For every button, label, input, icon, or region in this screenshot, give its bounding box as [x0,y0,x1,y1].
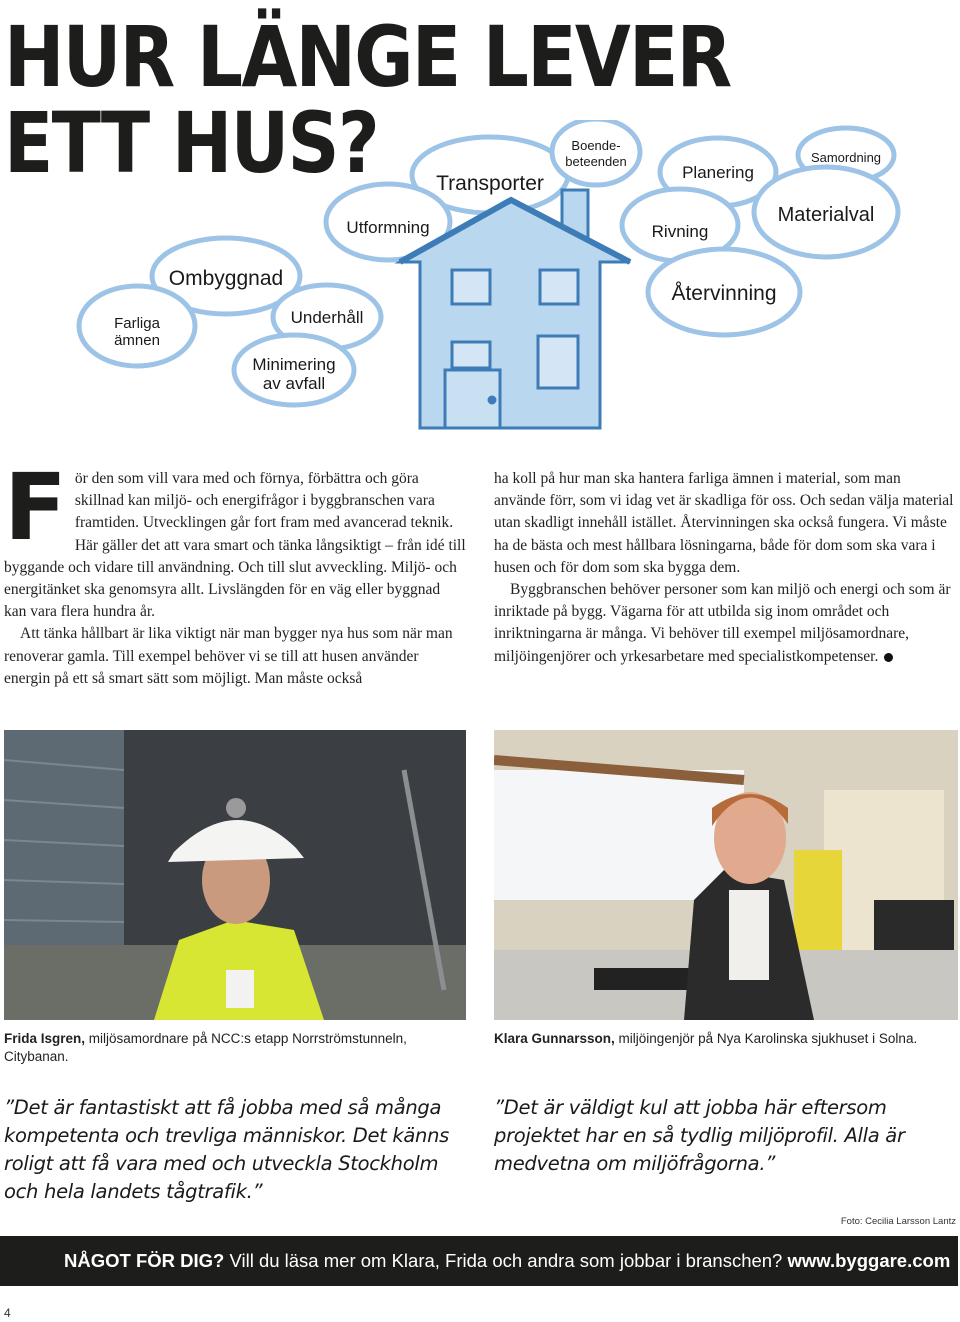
label-rivning: Rivning [651,222,709,241]
article-paragraph [4,454,466,623]
label-farliga-1: Farliga [114,315,160,332]
photo-klara [494,730,958,1020]
article-paragraph [494,579,956,668]
banner-text: Vill du läsa mer om Klara, Frida och andra som jobbar i branschen? [224,1250,788,1271]
house-lifecycle-diagram [0,120,960,440]
label-boende-2: beteenden [565,154,627,169]
label-ombyggnad: Ombyggnad [168,267,284,290]
article-column-left [4,454,466,690]
label-materialval: Materialval [777,204,875,226]
caption-name: Klara Gunnarsson, [494,1031,615,1046]
caption-klara [494,1030,958,1048]
label-utformning: Utformning [346,218,430,237]
photo-credit: Foto: Cecilia Larsson Lantz [840,1216,956,1227]
label-samordning: Samordning [810,150,882,165]
label-transporter: Transporter [436,172,544,195]
article-paragraph: Att tänka hållbart är lika viktigt när man bygger nya hus som när man renoverar gamla. Till exempel behöver vi se till att husen använder energin på ett så smart sätt som möjligt. Man måste också [4,625,453,687]
label-atervinning: Återvinning [671,282,777,305]
drop-cap: F [4,454,67,561]
article-text: ör den som vill vara med och förnya, förbättra och göra skillnad kan miljö- och energifrågor i byggbranschen vara framtiden. Utvecklingen går fort fram med avancerad teknik. Här gäller det att vara smart och tänka långsiktigt – från idé till byggande och vidare till användning. Och till slut avveckling. Miljö- och energitänket ska genomsyra allt. Livslängden för en väg eller byggnad kan vara flera hundra år. [4,470,466,621]
quote-frida: ”Det är fantastiskt att få jobba med så många kompetenta och trevliga människor. Det känns roligt att få vara med och utveckla Stockholm och hela landets tågtrafik.” [4,1096,450,1203]
banner-lead: NÅGOT FÖR DIG? [64,1250,225,1271]
label-minimering-1: Minimering [252,355,336,374]
caption-role: miljöingenjör på Nya Karolinska sjukhuset i Solna. [614,1031,918,1046]
end-mark-icon [884,653,893,662]
article-paragraph: ha koll på hur man ska hantera farliga ämnen i material, som man använde förr, som vi idag vet är skadliga för oss. Och sedan välja material utan skadligt innehåll istället. Återvinningen ska också fungera. Vi måste ha de bästa och mest hållbara lösningarna, både för dom som ska vara i husen och för dom som ska bygga dem. [494,470,954,576]
article-text: Byggbranschen behöver personer som kan miljö och energi och som är inriktade på bygg. Vägarna för att utbilda sig inom området och inriktningarna är många. Vi behöver till exempel miljösamordnare, miljöingenjörer och yrkesarbetare med specialistkompetenser. [494,581,951,665]
page-number: 4 [4,1306,11,1320]
photo-frida [4,730,466,1020]
caption-role: miljösamordnare på NCC:s etapp Norrströmstunneln, Citybanan. [4,1031,407,1064]
label-underhall: Underhåll [290,308,364,327]
label-minimering-2: av avfall [262,374,326,393]
title-line-2: ETT HUS? [4,94,379,192]
label-farliga-2: ämnen [114,332,160,349]
title-line-1: HUR LÄNGE LEVER [4,8,731,106]
label-planering: Planering [682,163,754,182]
quote-klara: ”Det är väldigt kul att jobba här eftersom projektet har en så tydlig miljöprofil. Alla är medvetna om miljöfrågorna.” [494,1096,905,1175]
caption-name: Frida Isgren, [4,1031,86,1046]
article-column-right [494,468,956,668]
label-boende-1: Boende- [571,138,621,153]
info-banner [0,1236,958,1286]
banner-link[interactable]: www.byggare.com [787,1250,951,1271]
caption-frida [4,1030,466,1066]
